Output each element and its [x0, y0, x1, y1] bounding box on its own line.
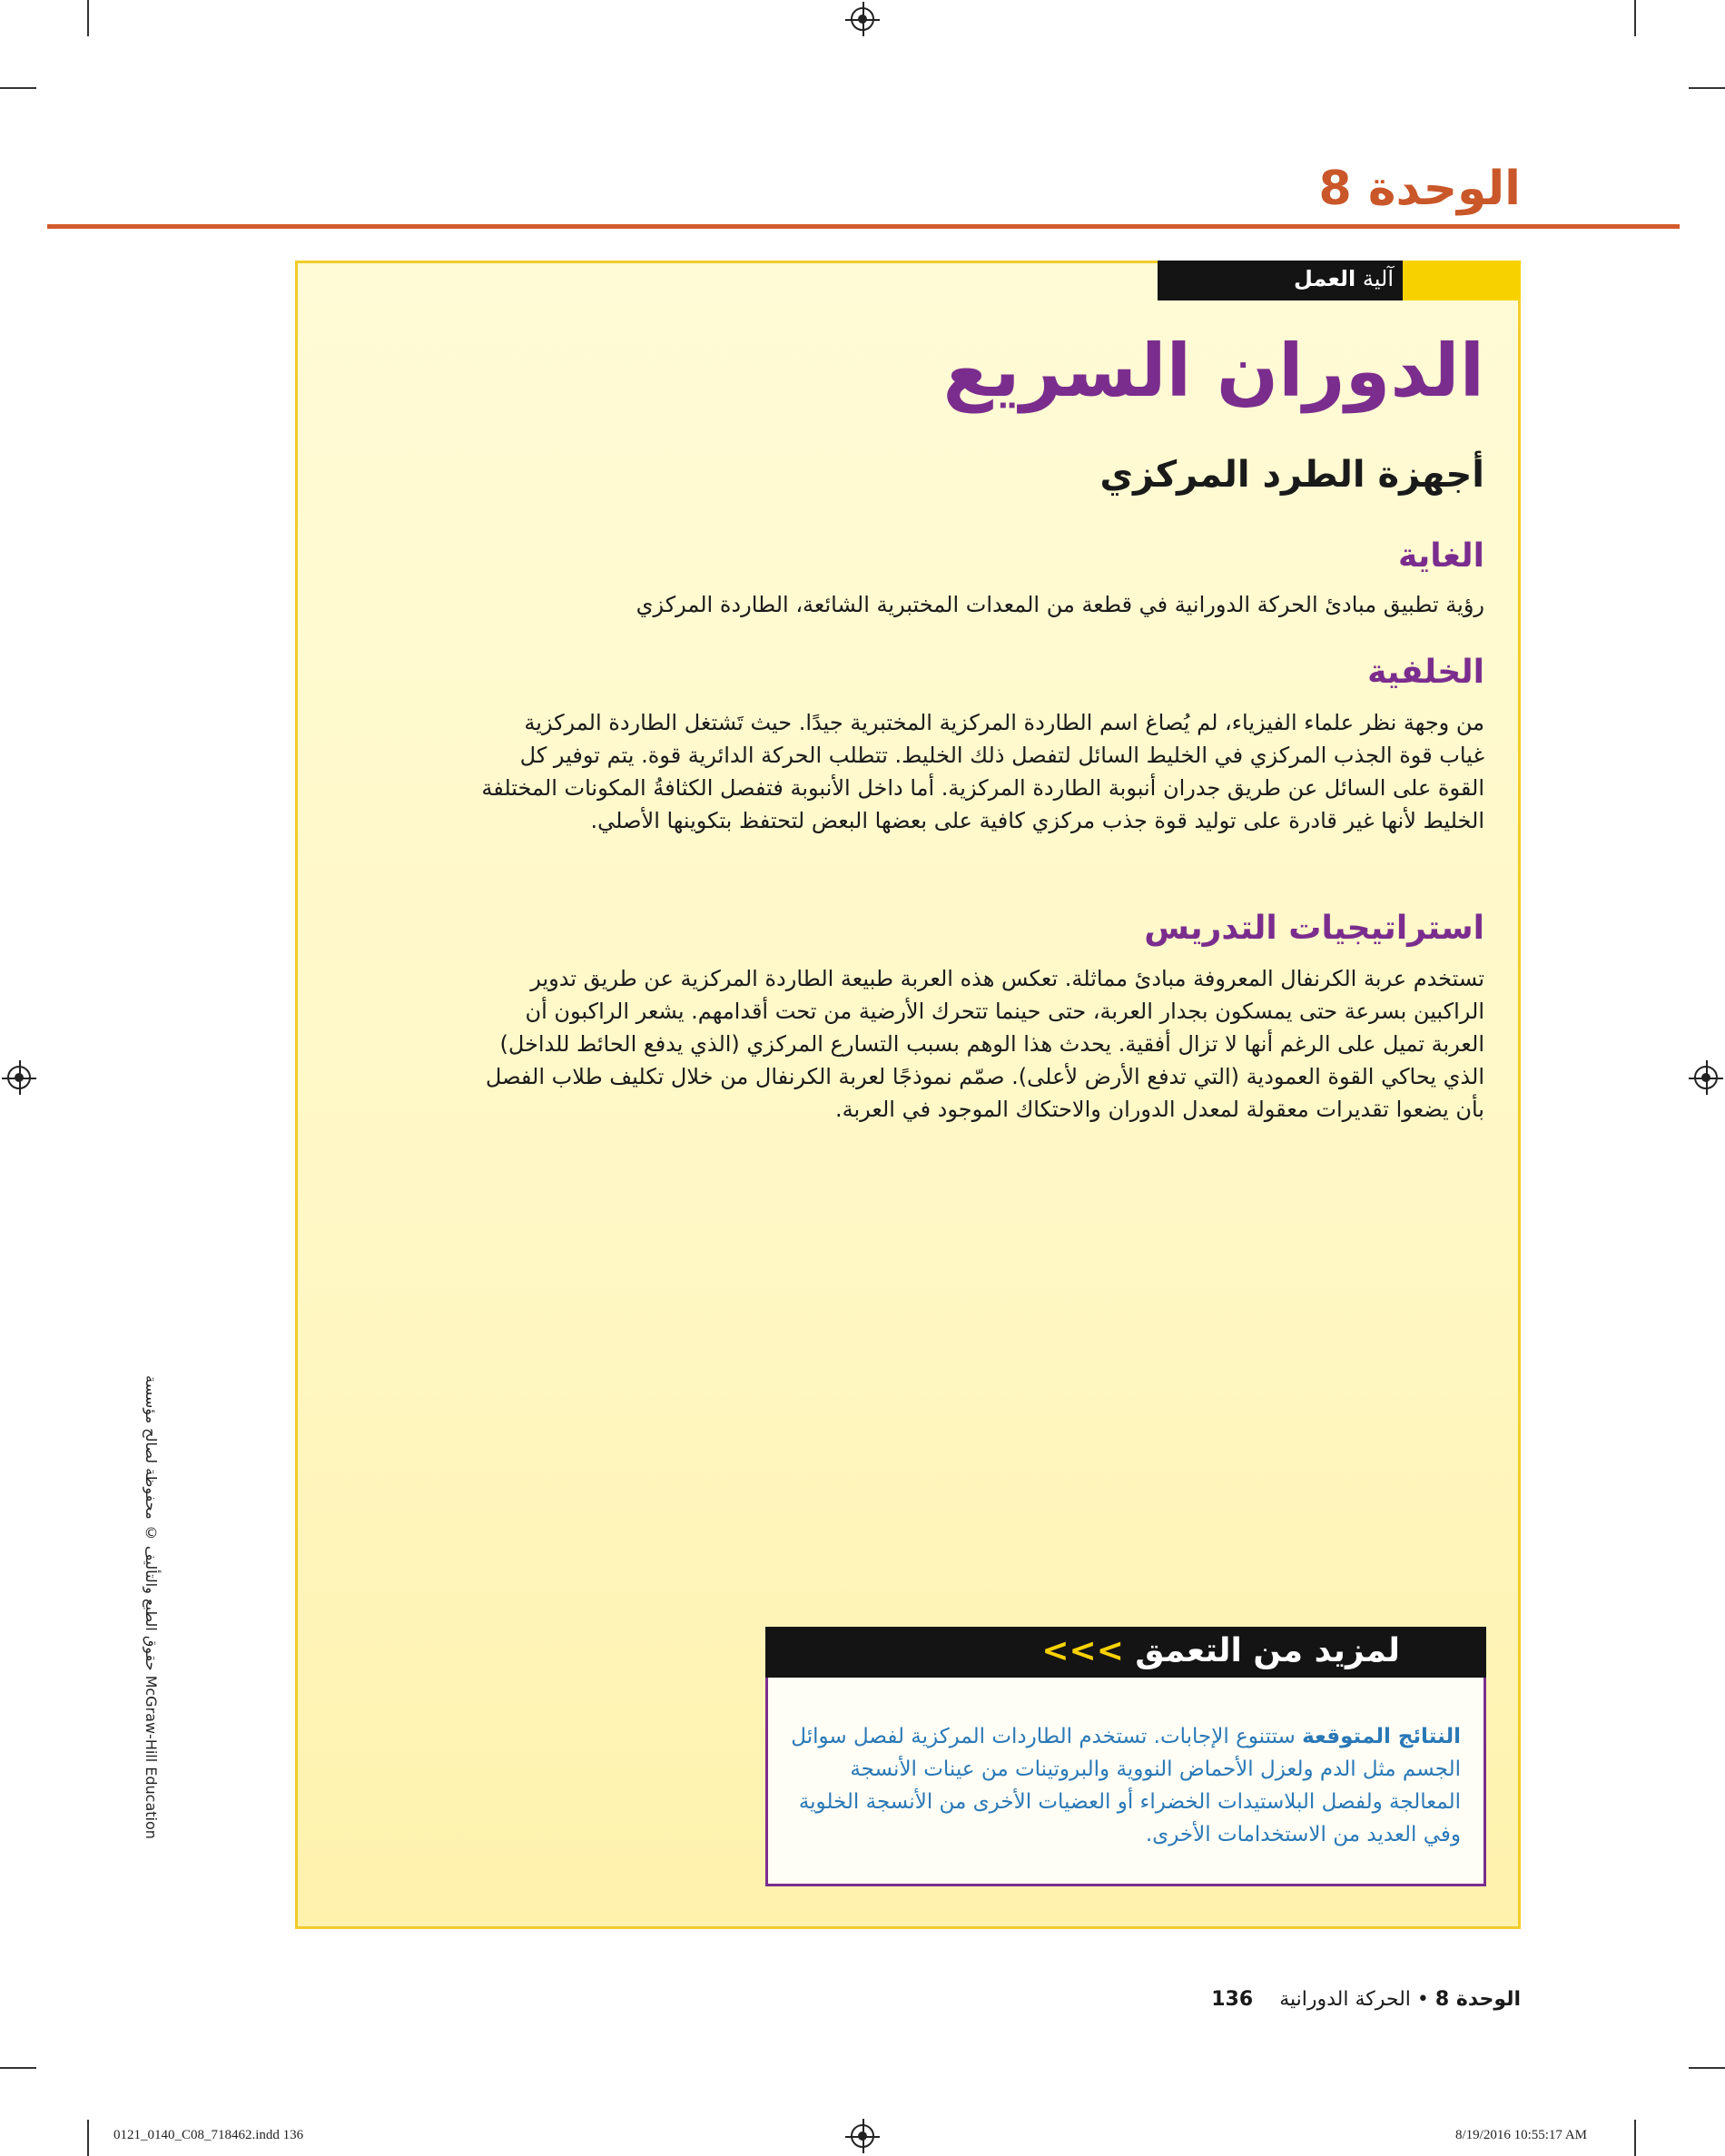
feature-label-bold: العمل	[1293, 266, 1356, 291]
go-further-header	[765, 1627, 1486, 1678]
crop-mark	[1634, 0, 1636, 36]
label-accent	[1403, 261, 1521, 300]
copyright-notice: حقوق الطبع والتأليف © محفوظة لصالح مؤسسة McGraw-Hill Education	[143, 1375, 160, 1839]
go-further-title-text: لمزيد من التعمق	[1135, 1632, 1400, 1669]
registration-mark-icon	[851, 2124, 874, 2148]
expected-results-label: النتائج المتوقعة	[1302, 1725, 1461, 1748]
section-heading-background: الخلفية	[1367, 654, 1484, 691]
page-subtitle: أجهزة الطرد المركزي	[1099, 454, 1484, 496]
section-heading-purpose: الغاية	[1397, 537, 1484, 575]
footer-bullet: •	[1416, 1988, 1429, 2011]
page-title: الدوران السريع	[942, 329, 1484, 413]
crop-mark	[1634, 2120, 1636, 2156]
file-slug: 0121_0140_C08_718462.indd 136	[113, 2128, 304, 2142]
go-further-title	[1041, 1632, 1400, 1669]
crop-mark	[1689, 87, 1725, 89]
footer-chapter: الحركة الدورانية	[1279, 1988, 1411, 2011]
page-footer	[1191, 1988, 1521, 2011]
section-body-strategies: تستخدم عربة الكرنفال المعروفة مبادئ مماثلة. تعكس هذه العربة طبيعة الطاردة المركزية عن طريق تدوير الراكبين بسرعة حتى يمسكون بجدار العربة، حتى حينما تتحرك الأرضية من تحت أقدامهم. يشعر الراكبون أن العربة تميل على الرغم أنها لا تزال أفقية. يحدث هذا الوهم بسبب التسارع المركزي (الذي يدفع الحائط للداخل) الذي يحاكي القوة العمودية (التي تدفع الأرض لأعلى). صمّم نموذجًا لعربة الكرنفال من خلال تكليف طلاب الفصل بأن يضعوا تقديرات معقولة لمعدل الدوران والاحتكاك الموجود في العربة.	[485, 966, 1484, 1122]
registration-mark-icon	[7, 1066, 31, 1089]
crop-mark	[87, 2120, 89, 2156]
section-body-purpose: رؤية تطبيق مبادئ الحركة الدورانية في قطعة من المعدات المختبرية الشائعة، الطاردة المركزي	[636, 592, 1484, 617]
crop-mark	[87, 0, 89, 36]
section-heading-strategies: استراتيجيات التدريس	[1144, 910, 1484, 947]
registration-mark-icon	[851, 7, 874, 31]
page-number: 136	[1211, 1988, 1254, 2011]
arrows-icon: <<<	[1041, 1632, 1124, 1669]
feature-label-light: آلية	[1362, 266, 1394, 291]
expected-results-text: ستتنوع الإجابات. تستخدم الطاردات المركزية لفصل سوائل الجسم مثل الدم ولعزل الأحماض النووية والبروتينات من عينات الأنسجة المعالجة ولفصل البلاستيدات الخضراء أو العضيات الأخرى من الأنسجة الخلوية وفي العديد من الاستخدامات الأخرى.	[791, 1725, 1461, 1846]
registration-mark-icon	[1694, 1066, 1718, 1089]
crop-mark	[0, 2067, 36, 2069]
feature-label-bar	[1158, 261, 1521, 300]
crop-mark	[0, 87, 36, 89]
feature-label	[1294, 266, 1394, 291]
header-rule	[47, 224, 1680, 229]
unit-title: الوحدة 8	[1318, 162, 1521, 216]
section-body-background: من وجهة نظر علماء الفيزياء، لم يُصاغ اسم الطاردة المركزية المختبرية جيدًا. حيث تَشتغل الطاردة المركزية غياب قوة الجذب المركزي في الخليط السائل لتفصل ذلك الخليط. تتطلب الحركة الدائرية قوة. يتم توفير كل القوة على السائل عن طريق جدران أنبوبة الطاردة المركزية. أما داخل الأنبوبة فتفصل الكثافةُ المكونات المختلفة الخليط لأنها غير قادرة على توليد قوة جذب مركزي كافية على بعضها البعض لتحتفظ بتكوينها الأصلي.	[481, 710, 1484, 833]
footer-unit: الوحدة 8	[1434, 1988, 1521, 2011]
crop-mark	[1689, 2067, 1725, 2069]
go-further-text	[789, 1720, 1461, 1851]
timestamp-slug: 8/19/2016 10:55:17 AM	[1455, 2128, 1588, 2142]
